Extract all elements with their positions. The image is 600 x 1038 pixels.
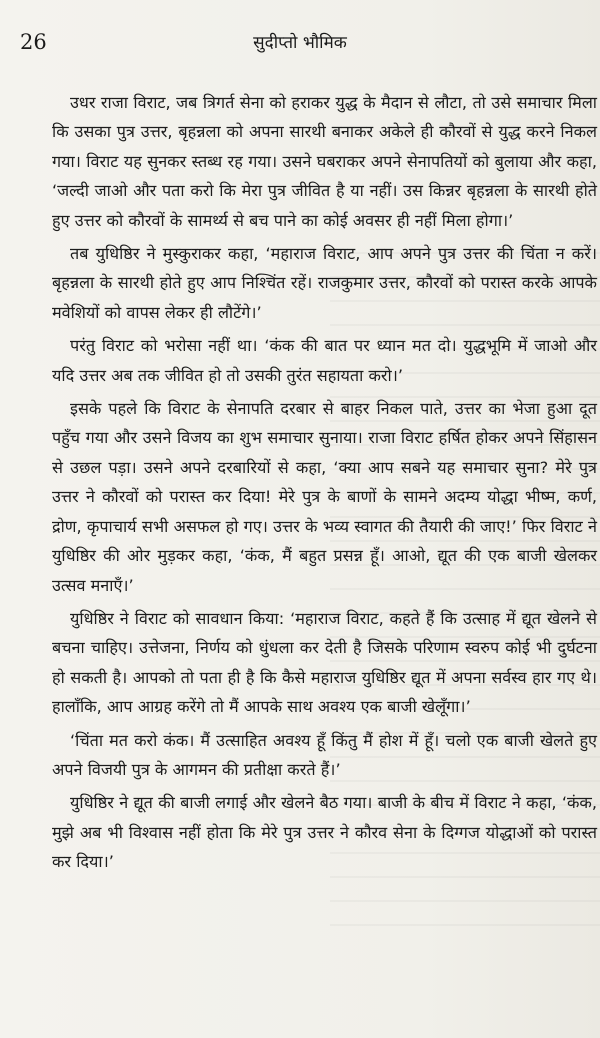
page-number: 26 [20,30,47,54]
paragraph-5: युधिष्ठिर ने विराट को सावधान किया: ‘महाराज विराट, कहते हैं कि उत्साह में द्यूत खेलने से बचना चाहिए। उत्तेजना, निर्णय को धुंधला कर देती है जिसके परिणाम स्वरुप कोई भी दुर्घटना हो सकती है। आपको तो पता ही है कि कैसे महाराज युधिष्ठिर द्यूत में अपना सर्वस्व हार गए थे। हालाँकि, आप आग्रह करेंगे तो मैं आपके साथ अवश्य एक बाजी खेलूँगा।’ [52,608,597,717]
paragraph-3: परंतु विराट को भरोसा नहीं था। ‘कंक की बात पर ध्यान मत दो। युद्धभूमि में जाओ और यदि उत्तर अब तक जीवित हो तो उसकी तुरंत सहायता करो।’ [52,336,597,385]
paragraph-2: तब युधिष्ठिर ने मुस्कुराकर कहा, ‘महाराज विराट, आप अपने पुत्र उत्तर की चिंता न करें। बृहन्नला के सारथी होते हुए आप निश्चिंत रहें। राजकुमार उत्तर, कौरवों को परास्त करके आपके मवेशियों को वापस लेकर ही लौटेंगे।’ [52,244,597,322]
paragraph-4: इसके पहले कि विराट के सेनापति दरबार से बाहर निकल पाते, उत्तर का भेजा हुआ दूत पहुँच गया और उसने विजय का शुभ समाचार सुनाया। राजा विराट हर्षित होकर अपने सिंहासन से उछल पड़ा। उसने अपने दरबारियों से कहा, ‘क्या आप सबने यह समाचार सुना? मेरे पुत्र उत्तर ने कौरवों को परास्त कर दिया! मेरे पुत्र के बाणों के सामने अदम्य योद्धा भीष्म, कर्ण, द्रोण, कृपाचार्य सभी असफल हो गए। उत्तर के भव्य स्वागत की तैयारी की जाए!’ फिर विराट ने युधिष्ठिर की ओर मुड़कर कहा, ‘कंक, मैं बहुत प्रसन्न हूँ। आओ, द्यूत की एक बाजी खेलकर उत्सव मनाएँ।’ [52,399,597,595]
paragraph-6: ‘चिंता मत करो कंक। मैं उत्साहित अवश्य हूँ किंतु मैं होश में हूँ। चलो एक बाजी खेलते हुए अपने विजयी पुत्र के आगमन की प्रतीक्षा करते हैं।’ [52,730,597,779]
paragraph-1: उधर राजा विराट, जब त्रिगर्त सेना को हराकर युद्ध के मैदान से लौटा, तो उसे समाचार मिला कि उसका पुत्र उत्तर, बृहन्नला को अपना सारथी बनाकर अकेले ही कौरवों से युद्ध करने निकल गया। विराट यह सुनकर स्तब्ध रह गया। उसने घबराकर अपने सेनापतियों को बुलाया और कहा, ‘जल्दी जाओ और पता करो कि मेरा पुत्र जीवित है या नहीं। उस किन्नर बृहन्नला के सारथी होते हुए उत्तर को कौरवों के सामर्थ्य से बच पाने का कोई अवसर ही नहीं मिला होगा।’ [52,93,597,230]
paragraph-7: युधिष्ठिर ने द्यूत की बाजी लगाई और खेलने बैठ गया। बाजी के बीच में विराट ने कहा, ‘कंक, मुझे अब भी विश्वास नहीं होता कि मेरे पुत्र उत्तर ने कौरव सेना के दिग्गज योद्धाओं को परास्त कर दिया।’ [52,793,597,872]
running-header-author: सुदीप्तो भौमिक [253,33,347,53]
body-text [52,88,597,877]
